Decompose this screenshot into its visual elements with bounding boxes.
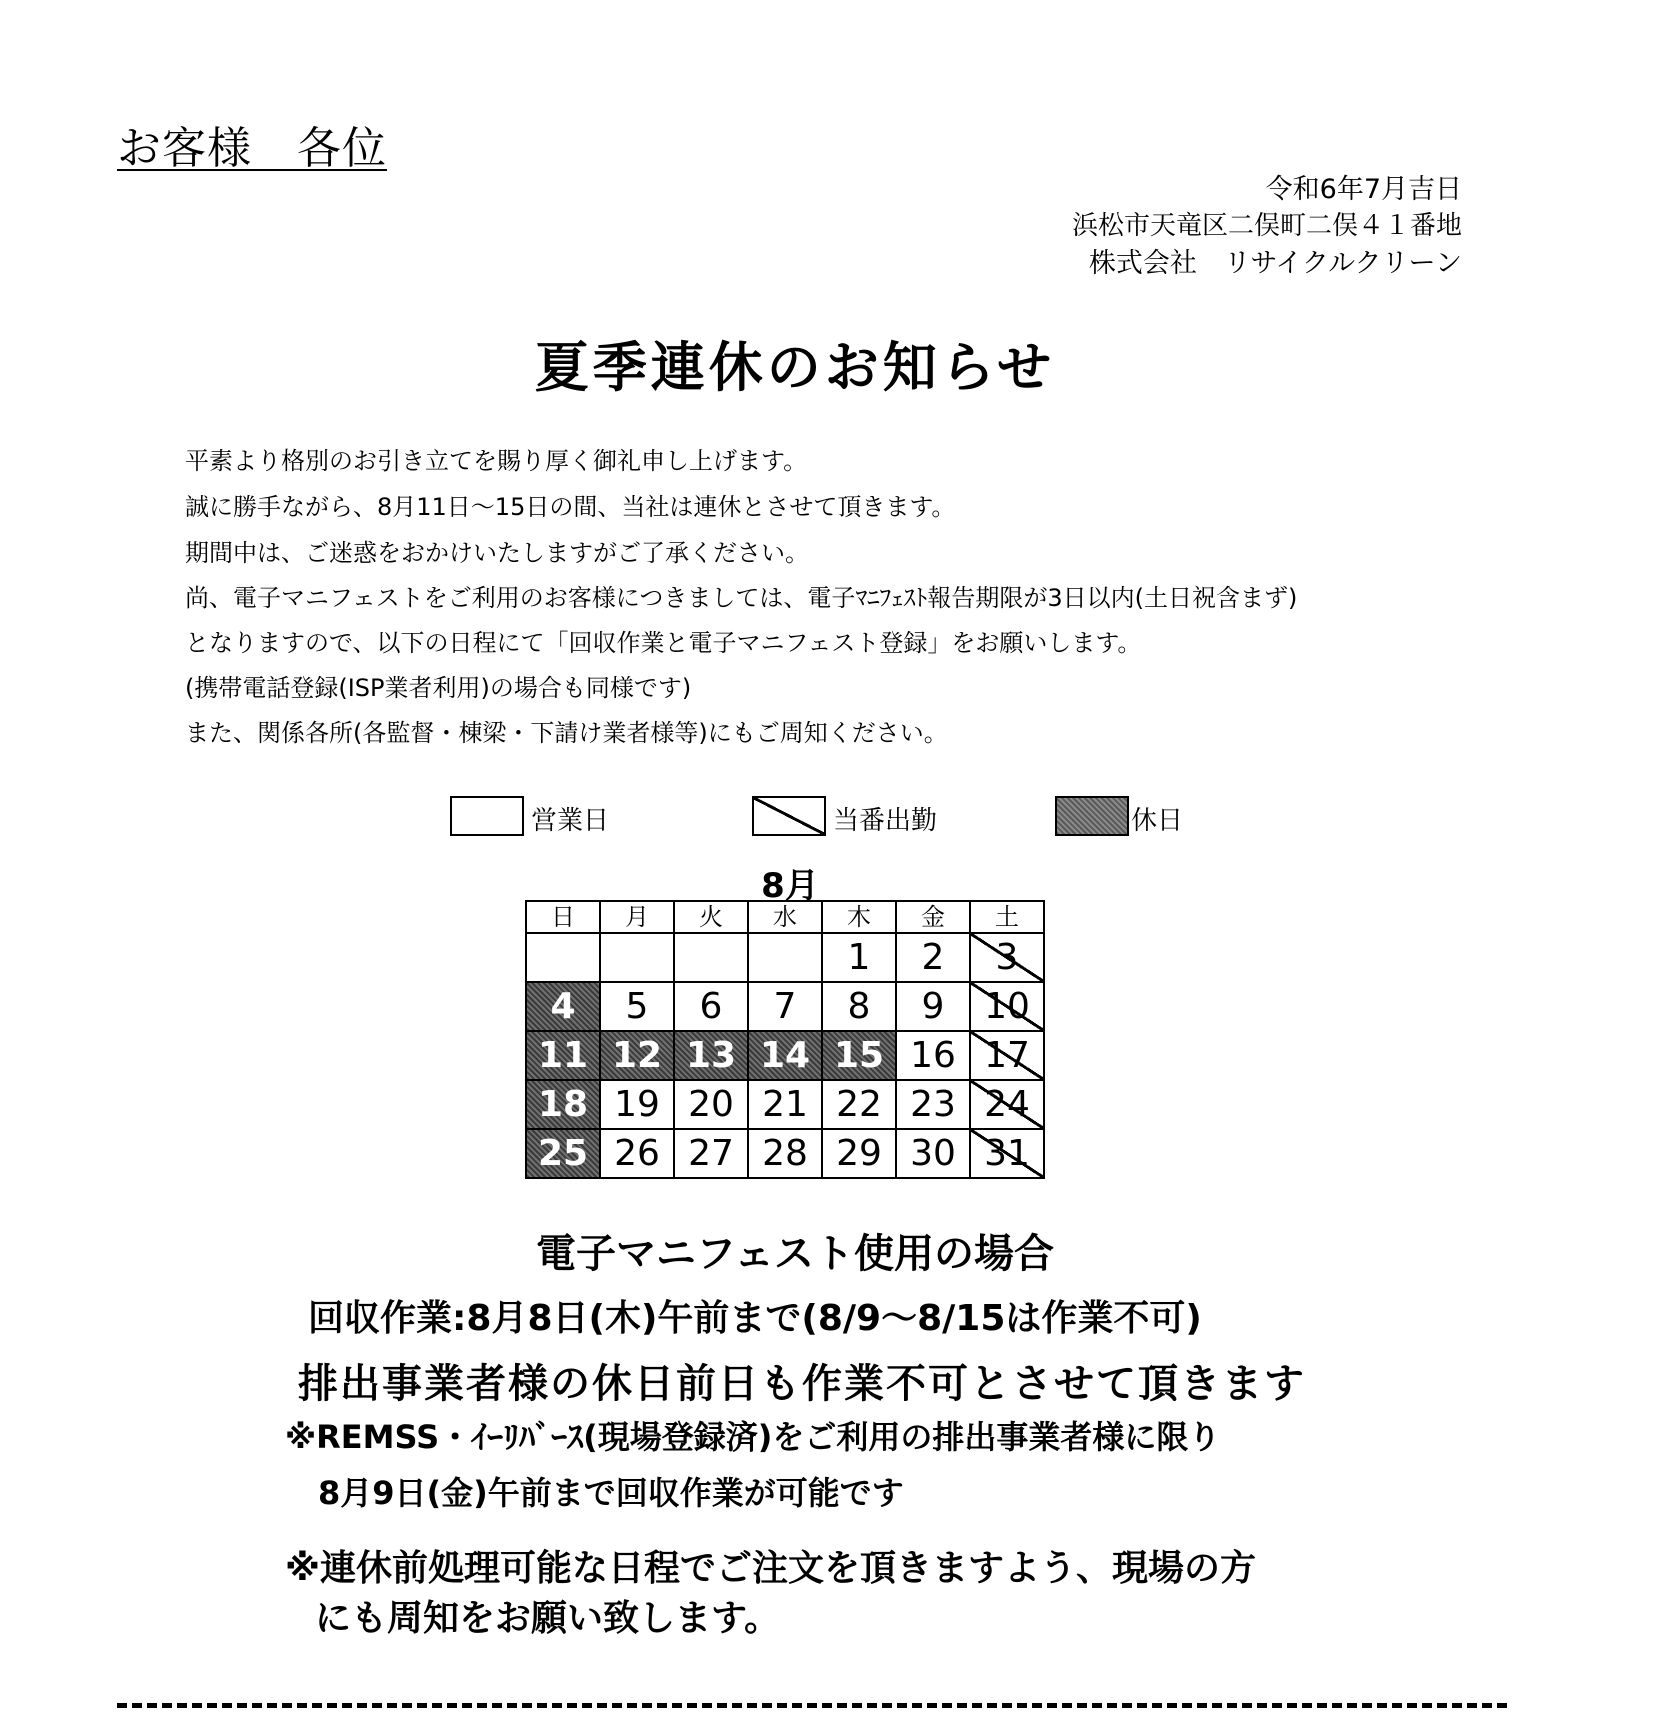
sender-address: 浜松市天竜区二俣町二俣４１番地: [1071, 211, 1462, 241]
weekday-mon: 月: [600, 901, 674, 933]
calendar-day-cell: 3: [970, 933, 1044, 982]
weekday-thu: 木: [822, 901, 896, 933]
body-line: となりますので、以下の日程にて「回収作業と電子マニフェスト登録」をお願いします。: [185, 629, 1142, 657]
calendar-day-cell: 11: [526, 1031, 600, 1080]
salutation: お客様 各位: [117, 123, 387, 174]
calendar-empty-cell: [600, 933, 674, 982]
calendar-empty-cell: [674, 933, 748, 982]
order-note-line1: ※連休前処理可能な日程でご注文を頂きますよう、現場の方: [285, 1548, 1256, 1589]
legend-duty-day-label: 当番出勤: [833, 806, 938, 836]
body-line: 平素より格別のお引き立てを賜り厚く御礼申し上げます。: [185, 447, 808, 475]
calendar-day-cell: 22: [822, 1080, 896, 1129]
calendar-day-cell: 26: [600, 1129, 674, 1178]
calendar-day-cell: 30: [896, 1129, 970, 1178]
calendar-day-cell: 8: [822, 982, 896, 1031]
calendar-empty-cell: [748, 933, 822, 982]
calendar-day-cell: 1: [822, 933, 896, 982]
calendar-week-row: [526, 1031, 1044, 1080]
bottom-divider: [117, 1703, 1507, 1708]
calendar-day-cell: 5: [600, 982, 674, 1031]
weekday-fri: 金: [896, 901, 970, 933]
calendar-day-cell: 31: [970, 1129, 1044, 1178]
notice-title: 夏季連休のお知らせ: [534, 336, 1056, 399]
calendar-day-cell: 9: [896, 982, 970, 1031]
body-line: 期間中は、ご迷惑をおかけいたしますがご了承ください。: [185, 539, 809, 567]
calendar-day-cell: 18: [526, 1080, 600, 1129]
body-line: また、関係各所(各監督・棟梁・下請け業者様等)にもご周知ください。: [185, 719, 948, 747]
calendar-day-cell: 16: [896, 1031, 970, 1080]
sender-company: 株式会社 リサイクルクリーン: [1088, 248, 1462, 279]
calendar-week-row: [526, 1129, 1044, 1178]
calendar-day-cell: 21: [748, 1080, 822, 1129]
legend-business-day-label: 営業日: [531, 806, 610, 836]
calendar-table: [525, 900, 1045, 1179]
collection-deadline: 回収作業:8月8日(木)午前まで(8/9～8/15は作業不可): [308, 1298, 1202, 1339]
weekday-tue: 火: [674, 901, 748, 933]
calendar-day-cell: 27: [674, 1129, 748, 1178]
calendar-day-cell: 14: [748, 1031, 822, 1080]
calendar-empty-cell: [526, 933, 600, 982]
calendar-day-cell: 4: [526, 982, 600, 1031]
calendar-day-cell: 6: [674, 982, 748, 1031]
calendar-day-cell: 25: [526, 1129, 600, 1178]
legend-business-day-swatch: [450, 796, 524, 836]
body-line: (携帯電話登録(ISP業者利用)の場合も同様です): [185, 674, 692, 702]
calendar-day-cell: 13: [674, 1031, 748, 1080]
weekday-sat: 土: [970, 901, 1044, 933]
calendar-day-cell: 7: [748, 982, 822, 1031]
calendar-day-cell: 20: [674, 1080, 748, 1129]
remss-note-line1: ※REMSS・ｲｰﾘﾊﾞｰｽ(現場登録済)をご利用の排出事業者様に限り: [285, 1418, 1221, 1456]
weekday-sun: 日: [526, 901, 600, 933]
order-note-line2: にも周知をお願い致します。: [315, 1598, 781, 1639]
calendar-day-cell: 29: [822, 1129, 896, 1178]
weekday-header-row: [526, 901, 1044, 933]
calendar-day-cell: 28: [748, 1129, 822, 1178]
calendar-day-cell: 19: [600, 1080, 674, 1129]
body-line: 尚、電子マニフェストをご利用のお客様につきましては、電子ﾏﾆﾌｪｽﾄ報告期限が3日以内(土日祝含まず): [185, 584, 1298, 612]
body-line: 誠に勝手ながら、8月11日～15日の間、当社は連休とさせて頂きます。: [185, 493, 956, 521]
calendar-month: 8月: [761, 866, 819, 906]
legend-holiday-label: 休日: [1131, 806, 1184, 836]
legend-duty-day-swatch: [752, 796, 826, 836]
calendar-day-cell: 2: [896, 933, 970, 982]
issue-date: 令和6年7月吉日: [1265, 174, 1462, 205]
calendar-day-cell: 12: [600, 1031, 674, 1080]
remss-note-line2: 8月9日(金)午前まで回収作業が可能です: [318, 1474, 904, 1512]
manifest-heading: 電子マニフェスト使用の場合: [536, 1231, 1054, 1277]
calendar-day-cell: 15: [822, 1031, 896, 1080]
legend-holiday-swatch: [1055, 796, 1129, 836]
calendar-day-cell: 10: [970, 982, 1044, 1031]
calendar-day-cell: 17: [970, 1031, 1044, 1080]
calendar-day-cell: 23: [896, 1080, 970, 1129]
calendar-week-row: [526, 982, 1044, 1031]
weekday-wed: 水: [748, 901, 822, 933]
calendar-week-row: [526, 1080, 1044, 1129]
calendar-week-row: [526, 933, 1044, 982]
calendar-day-cell: 24: [970, 1080, 1044, 1129]
discharger-notice: 排出事業者様の休日前日も作業不可とさせて頂きます: [298, 1361, 1306, 1407]
